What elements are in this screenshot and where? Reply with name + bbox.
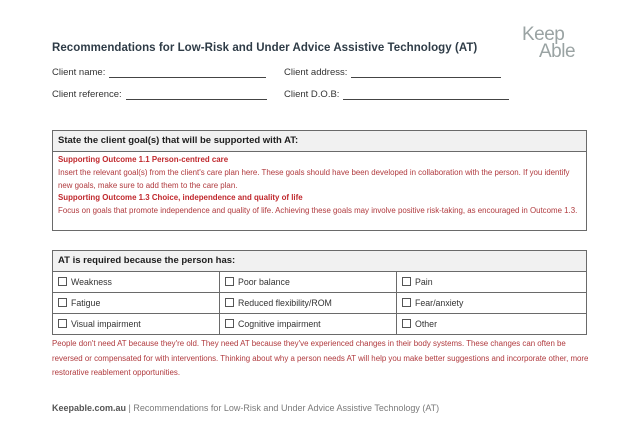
client-reference-label: Client reference:: [52, 89, 122, 100]
keepable-logo: [522, 26, 592, 60]
checkbox-icon[interactable]: [402, 319, 411, 328]
checkbox-icon[interactable]: [402, 298, 411, 307]
at-reasons-box: [52, 250, 587, 335]
checkbox-fear-anxiety[interactable]: Fear/anxiety: [397, 293, 586, 314]
checkbox-other[interactable]: Other: [397, 314, 586, 334]
footer-separator: |: [126, 403, 134, 413]
client-name-field[interactable]: [52, 67, 266, 78]
client-goals-content[interactable]: [53, 152, 586, 221]
client-address-input-line[interactable]: [351, 67, 501, 78]
client-dob-field[interactable]: [284, 89, 509, 100]
page-footer: [52, 403, 439, 413]
checkbox-icon[interactable]: [225, 277, 234, 286]
client-name-label: Client name:: [52, 67, 106, 78]
checkbox-icon[interactable]: [58, 277, 67, 286]
at-reasons-grid: [53, 272, 586, 334]
checkbox-reduced-flexibility[interactable]: Reduced flexibility/ROM: [220, 293, 397, 314]
footer-brand: Keepable.com.au: [52, 403, 127, 413]
client-name-input-line[interactable]: [109, 67, 266, 78]
page-title: Recommendations for Low-Risk and Under Advice Assistive Technology (AT): [52, 42, 478, 54]
checkbox-icon[interactable]: [225, 319, 234, 328]
checkbox-icon[interactable]: [58, 319, 67, 328]
checkbox-icon[interactable]: [402, 277, 411, 286]
client-dob-label: Client D.O.B:: [284, 89, 340, 100]
outcome-1-1-heading: Supporting Outcome 1.1 Person-centred care: [58, 155, 229, 164]
outcome-1-3-heading: Supporting Outcome 1.3 Choice, independence and quality of life: [58, 193, 303, 203]
client-address-field[interactable]: [284, 67, 501, 78]
checkbox-icon[interactable]: [225, 298, 234, 307]
client-reference-input-line[interactable]: [126, 89, 267, 100]
at-reasons-heading: AT is required because the person has:: [53, 251, 586, 272]
logo-line-1: Keep: [522, 24, 565, 45]
checkbox-cognitive-impairment[interactable]: Cognitive impairment: [220, 314, 397, 334]
checkbox-visual-impairment[interactable]: Visual impairment: [53, 314, 220, 334]
checkbox-weakness[interactable]: Weakness: [53, 272, 220, 293]
client-goals-heading: State the client goal(s) that will be supported with AT:: [53, 131, 586, 152]
at-guidance-note: People don't need AT because they're old. They need AT because they've experienced changes in their body systems. These changes can often be reversed or compensated for with interventions. Thinking about why a person needs AT will help you make better suggestions and incorporate other, more restorative reablement opportunities.: [52, 339, 589, 377]
checkbox-icon[interactable]: [58, 298, 67, 307]
checkbox-fatigue[interactable]: Fatigue: [53, 293, 220, 314]
checkbox-pain[interactable]: Pain: [397, 272, 586, 293]
outcome-1-3-text: Focus on goals that promote independence and quality of life. Achieving these goals may involve positive risk-taking, as encouraged in Outcome 1.3.: [58, 206, 578, 216]
footer-text: Recommendations for Low-Risk and Under Advice Assistive Technology (AT): [133, 403, 440, 413]
client-address-label: Client address:: [284, 67, 348, 78]
client-reference-field[interactable]: [52, 89, 267, 100]
client-dob-input-line[interactable]: [343, 89, 509, 100]
client-goals-box[interactable]: [52, 130, 587, 231]
outcome-1-1-text: Insert the relevant goal(s) from the client's care plan here. These goals should have been developed in collaboration with the person. If you identify new goals, make sure to add them to the care plan.: [58, 167, 570, 190]
checkbox-poor-balance[interactable]: Poor balance: [220, 272, 397, 293]
logo-line-2: Able: [539, 41, 576, 62]
